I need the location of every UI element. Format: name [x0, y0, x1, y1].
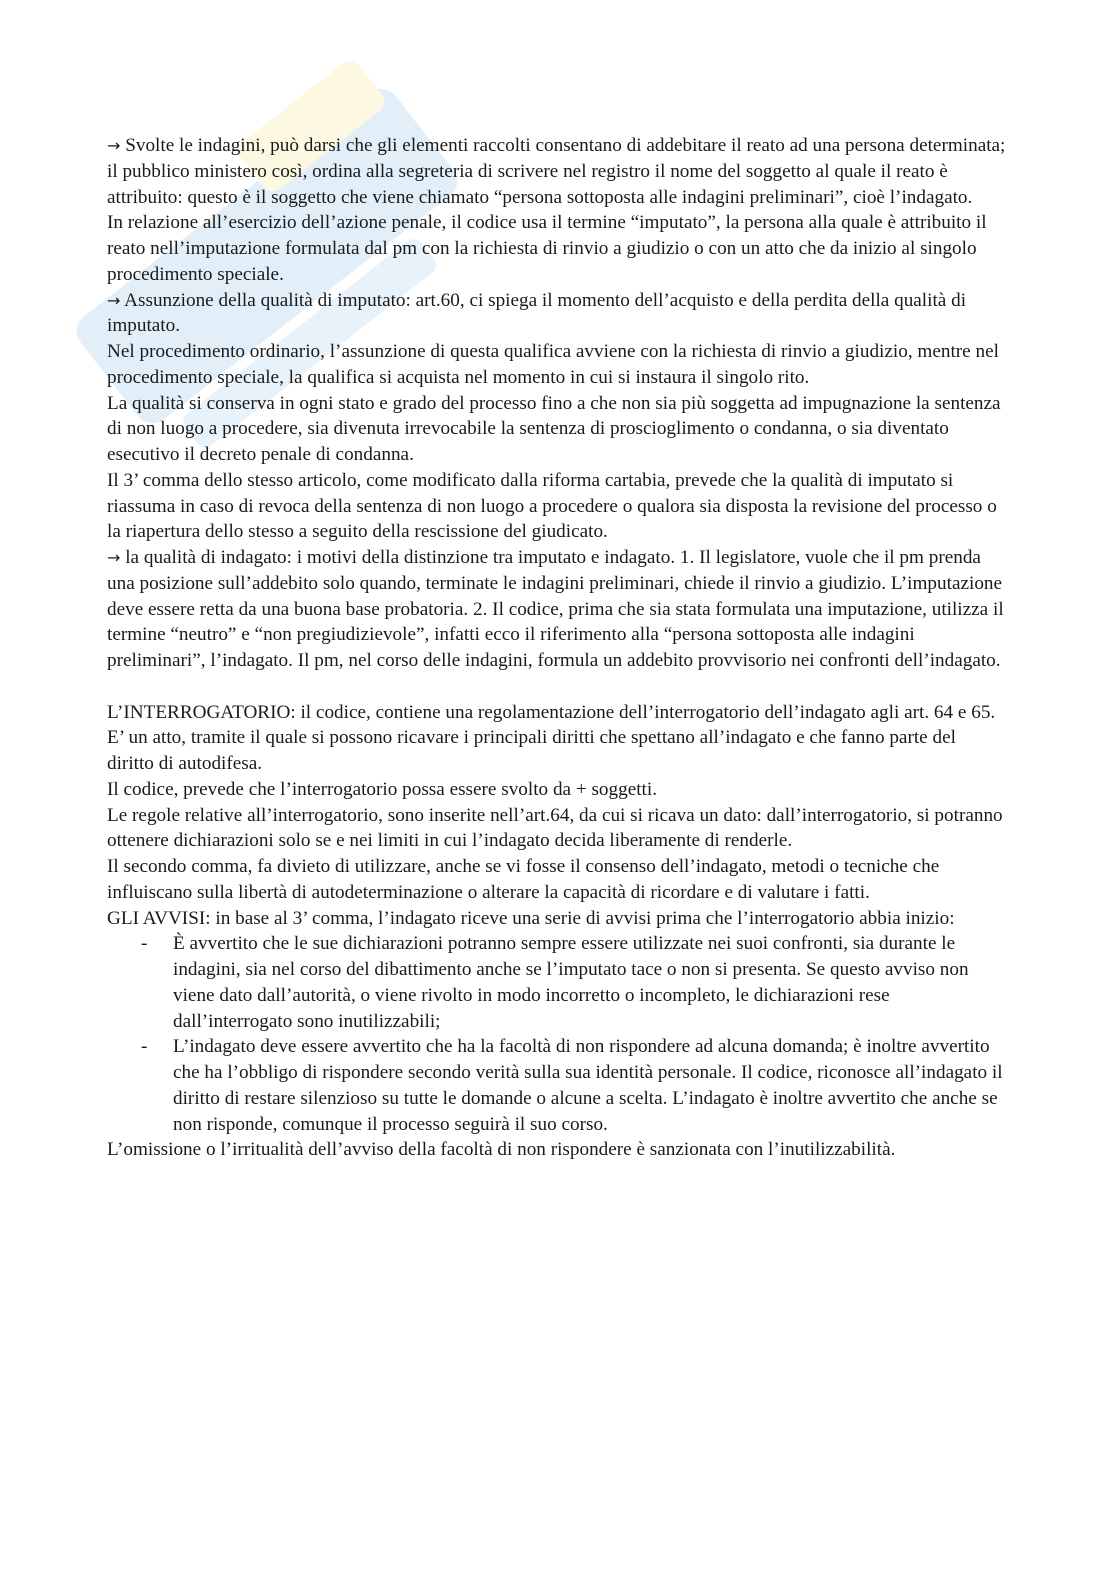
paragraph-imputato: In relazione all’esercizio dell’azione penale, il codice usa il termine “imputato”, la persona alla quale è attribuito il reato nell’imputazione formulata dal pm con la richiesta di rinvio a giudizio o con un atto che da inizio al singolo procedimento speciale. — [107, 212, 987, 285]
arrow-icon: → — [107, 136, 121, 155]
avvisi-list — [107, 931, 1007, 1137]
paragraph-avvisi: GLI AVVISI: in base al 3’ comma, l’indagato riceve una serie di avvisi prima che l’interrogatorio abbia inizio: — [107, 907, 955, 929]
arrow-icon: → — [107, 548, 121, 567]
paragraph-omissione: L’omissione o l’irritualità dell’avviso della facoltà di non rispondere è sanzionata con l’inutilizzabilità. — [107, 1139, 896, 1161]
paragraph-interrogatorio: L’INTERROGATORIO: il codice, contiene una regolamentazione dell’interrogatorio dell’indagato agli art. 64 e 65. E’ un atto, tramite il quale si possono ricavare i principali diritti che spettano all’indagato e che fanno parte del diritto di autodifesa. — [107, 701, 996, 774]
paragraph-terzo-comma: Il 3’ comma dello stesso articolo, come modificato dalla riforma cartabia, prevede che la qualità di imputato si riassuma in caso di revoca della sentenza di non luogo a procedere o qualora sia disposta la revisione del processo o la riapertura dello stesso a seguito della rescissione del giudicato. — [107, 469, 997, 543]
paragraph-qualita-indagato: → la qualità di indagato: i motivi della distinzione tra imputato e indagato. 1. Il legislatore, vuole che il pm prenda una posizione sull’addebito solo quando, terminate le indagini preliminari, chiede il rinvio a giudizio. L’imputazione deve essere retta da una buona base probatoria. 2. Il codice, prima che sia stata formulata una imputazione, utilizza il termine “neutro” e “non pregiudizievole”, infatti ecco il riferimento alla “persona sottoposta alle indagini preliminari”, l’indagato. Il pm, nel corso delle indagini, formula un addebito provvisorio nei confronti dell’indagato. — [107, 547, 1004, 671]
paragraph-conservazione-qualita: La qualità si conserva in ogni stato e grado del processo fino a che non sia più soggetta ad impugnazione la sentenza di non luogo a procedere, sia divenuta irrevocabile la sentenza di proscioglimento o condanna, o sia diventato esecutivo il decreto penale di condanna. — [107, 392, 1001, 465]
paragraph-soggetti: Il codice, prevede che l’interrogatorio possa essere svolto da + soggetti. — [107, 778, 658, 800]
paragraph-assunzione-qualita: → Assunzione della qualità di imputato: art.60, ci spiega il momento dell’acquisto e della perdita della qualità di imputato. — [107, 289, 967, 337]
paragraph-procedimento-ordinario: Nel procedimento ordinario, l’assunzione di questa qualifica avviene con la richiesta di rinvio a giudizio, mentre nel procedimento speciale, la qualifica si acquista nel momento in cui si instaura il singolo rito. — [107, 341, 999, 388]
arrow-icon: → — [107, 290, 121, 310]
dash-marker: - — [141, 933, 148, 955]
dash-marker: - — [141, 1036, 148, 1058]
paragraph-regole-interrogatorio: Le regole relative all’interrogatorio, sono inserite nell’art.64, da cui si ricava un dato: dall’interrogatorio, si potranno ottenere dichiarazioni solo se e nei limiti in cui l’indagato decida liberamente di renderle. — [107, 804, 1003, 852]
paragraph-svolte-indagini: → Svolte le indagini, può darsi che gli elementi raccolti consentano di addebitare il reato ad una persona determinata; il pubblico ministero così, ordina alla segreteria di scrivere nel registro il nome del soggetto al quale il reato è attribuito: questo è il soggetto che viene chiamato “persona sottoposta alle indagini preliminari”, cioè l’indagato. — [107, 135, 1006, 208]
list-item: - È avvertito che le sue dichiarazioni potranno sempre essere utilizzate nei suoi confronti, sia durante le indagini, sia nel corso del dibattimento anche se l’imputato tace o non si presenta. Se questo avviso non viene dato dall’autorità, o viene rivolto in modo incorretto o incompleto, le dichiarazioni rese dall’interrogato sono inutilizzabili; — [141, 933, 969, 1032]
list-item: - L’indagato deve essere avvertito che ha la facoltà di non rispondere ad alcuna domanda; è inoltre avvertito che ha l’obbligo di rispondere secondo verità sulla sua identità personale. Il codice, riconosce all’indagato il diritto di restare silenzioso su tutte le domande o alcune a scelta. L’indagato è inoltre avvertito che anche se non risponde, comunque il processo seguirà il suo corso. — [141, 1036, 1003, 1135]
blank-line — [107, 674, 1007, 700]
document-page — [107, 133, 1007, 1163]
paragraph-secondo-comma: Il secondo comma, fa divieto di utilizzare, anche se vi fosse il consenso dell’indagato, metodi o tecniche che influiscano sulla libertà di autodeterminazione o alterare la capacità di ricordare e di valutare i fatti. — [107, 856, 940, 903]
